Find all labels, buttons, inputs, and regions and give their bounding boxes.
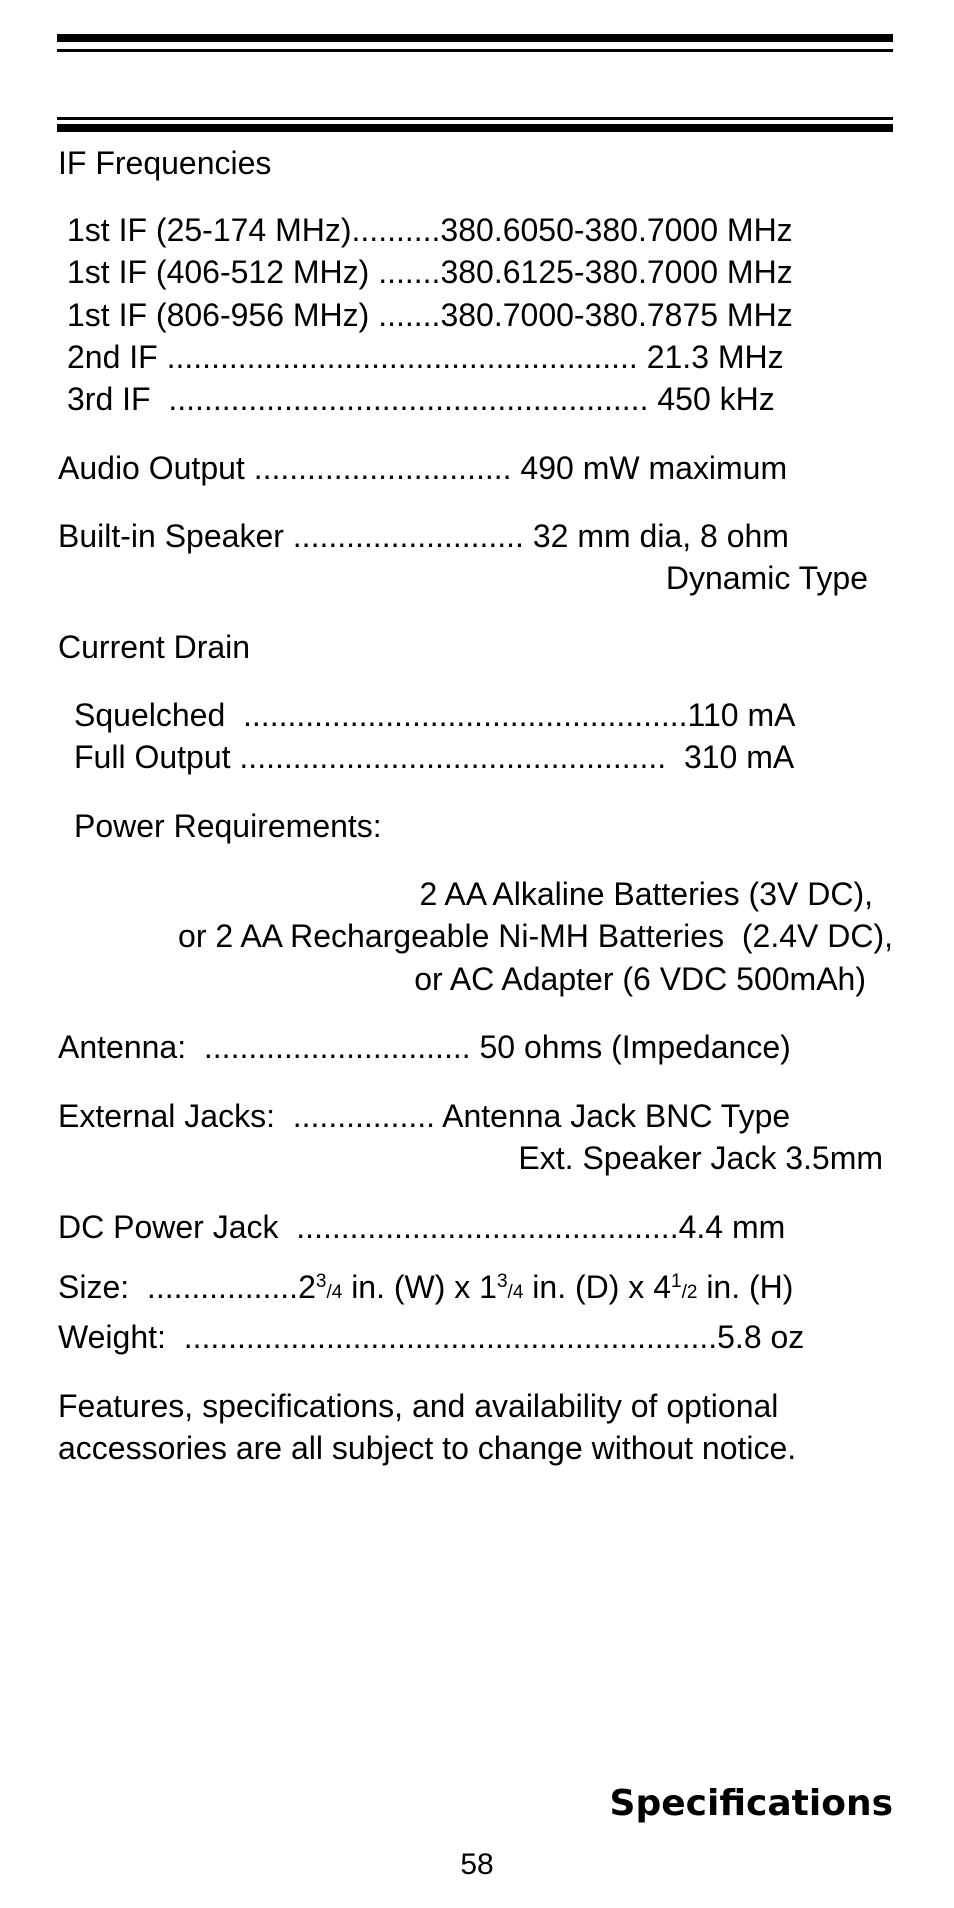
current-drain-full-output: Full Output ................................................ 310 mA (74, 739, 795, 775)
antenna: Antenna: .............................. 50 ohms (Impedance) (58, 1029, 791, 1065)
header-rule-thick (57, 124, 893, 132)
size-width-denominator: /4 (326, 1282, 343, 1303)
size-mid-2: in. (D) x 4 (523, 1269, 671, 1305)
power-requirements-heading: Power Requirements: (74, 808, 382, 844)
if-row-5: 3rd IF ...................................................... 450 kHz (67, 381, 775, 417)
size-mid-1: in. (W) x 1 (342, 1269, 497, 1305)
if-row-2: 1st IF (406-512 MHz) .......380.6125-380.7000 MHz (67, 254, 793, 290)
audio-output: Audio Output ............................. 490 mW maximum (58, 450, 788, 486)
external-jacks: External Jacks: ................ Antenna Jack BNC Type (58, 1098, 791, 1134)
size-depth-numerator: 3 (496, 1271, 508, 1292)
header-rule-thin (57, 117, 893, 120)
size-width-numerator: 3 (315, 1271, 327, 1292)
notice-line-2: accessories are all subject to change without notice. (58, 1430, 797, 1466)
if-frequencies-heading: IF Frequencies (58, 145, 272, 181)
current-drain-heading: Current Drain (58, 629, 251, 665)
current-drain-squelched: Squelched ..................................................110 mA (74, 697, 796, 733)
external-speaker-jack: Ext. Speaker Jack 3.5mm (518, 1140, 883, 1176)
dc-power-jack: DC Power Jack ...........................................4.4 mm (58, 1209, 786, 1245)
section-title: Specifications (609, 1783, 893, 1824)
size (58, 1262, 793, 1313)
if-row-4: 2nd IF ..................................................... 21.3 MHz (67, 339, 784, 375)
top-rule-thin (57, 49, 893, 52)
size-depth-denominator: /4 (507, 1282, 524, 1303)
if-row-3: 1st IF (806-956 MHz) .......380.7000-380.7875 MHz (67, 297, 793, 333)
builtin-speaker-type: Dynamic Type (665, 560, 868, 596)
if-row-1: 1st IF (25-174 MHz)..........380.6050-380.7000 MHz (67, 212, 793, 248)
size-prefix: Size: .................2 (58, 1269, 316, 1305)
power-line-3: or AC Adapter (6 VDC 500mAh) (414, 961, 866, 997)
weight: Weight: ............................................................5.8 oz (58, 1319, 805, 1355)
page-number: 58 (460, 1848, 494, 1881)
size-suffix: in. (H) (697, 1269, 794, 1305)
power-line-1: 2 AA Alkaline Batteries (3V DC), (419, 876, 873, 912)
size-height-denominator: /2 (681, 1282, 698, 1303)
size-height-numerator: 1 (670, 1271, 682, 1292)
notice-line-1: Features, specifications, and availability of optional (58, 1388, 779, 1424)
power-line-2: or 2 AA Rechargeable Ni-MH Batteries (2.4V DC), (178, 918, 893, 954)
builtin-speaker: Built-in Speaker .......................... 32 mm dia, 8 ohm (58, 518, 789, 554)
top-rule-thick (57, 34, 893, 42)
